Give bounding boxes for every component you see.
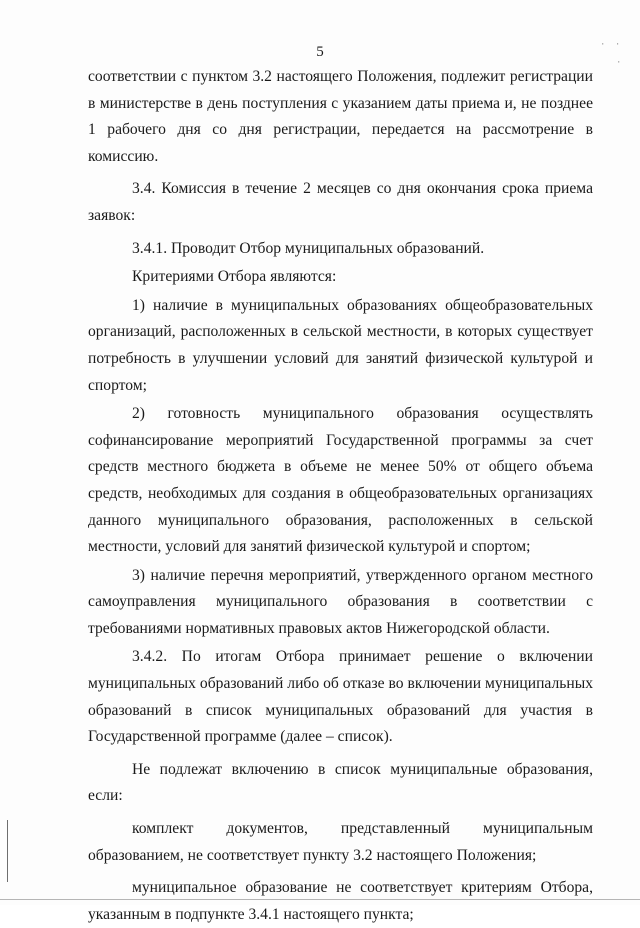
paragraph-3-4: 3.4. Комиссия в течение 2 месяцев со дня окончания срока приема заявок: (88, 180, 593, 224)
paragraph-exclusion-1: комплект документов, представленный муниципальным образованием, не соответствует пункту 3.2 настоящего Положения; (88, 820, 593, 864)
paragraph-continuation: соответствии с пунктом 3.2 настоящего Положения, подлежит регистрации в министерстве в день поступления с указанием даты приема и, не позднее 1 рабочего дня со дня регистрации, передается на рассмотрение в комиссию. (88, 68, 593, 165)
paragraph-exclusion-2: муниципальное образование не соответствует критериям Отбора, указанным в подпункте 3.4.1 настоящего пункта; (88, 879, 593, 923)
paragraph-3-4-1: 3.4.1. Проводит Отбор муниципальных образований. (132, 239, 485, 257)
paragraph-criterion-3: 3) наличие перечня мероприятий, утвержденного органом местного самоуправления муниципального образования в соответствии с требованиями нормативных правовых актов Нижегородской области. (88, 566, 593, 637)
page-number: 5 (316, 44, 324, 60)
paragraph-criterion-1: 1) наличие в муниципальных образованиях общеобразовательных организаций, расположенных в сельской местности, в которых существует потребность в улучшении условий для занятий физической культурой и спортом; (88, 296, 593, 394)
scan-noise: · (616, 58, 624, 68)
scan-bottom-line (0, 899, 640, 900)
paragraph-exclusion-intro: Не подлежат включению в список муниципальные образования, если: (88, 760, 593, 805)
paragraph-criteria-intro: Критериями Отбора являются: (132, 268, 337, 286)
paragraph-criterion-2: 2) готовность муниципального образования осуществлять софинансирование мероприятий Государственной программы за счет средств местного бюджета в объеме не менее 50% от общего объема средств, необходимых для создания в общеобразовательных организациях данного муниципального образования, расположенных в сельской местности, условий для занятий физической культурой и спортом; (88, 405, 593, 556)
paragraph-3-4-2: 3.4.2. По итогам Отбора принимает решение о включении муниципальных образований либо об отказе во включении муниципальных образований в список муниципальных образований для участия в Государственной программе (далее – список). (88, 648, 593, 746)
scan-noise: · · (600, 40, 623, 50)
scan-edge-line (7, 820, 8, 882)
document-body (88, 64, 593, 928)
